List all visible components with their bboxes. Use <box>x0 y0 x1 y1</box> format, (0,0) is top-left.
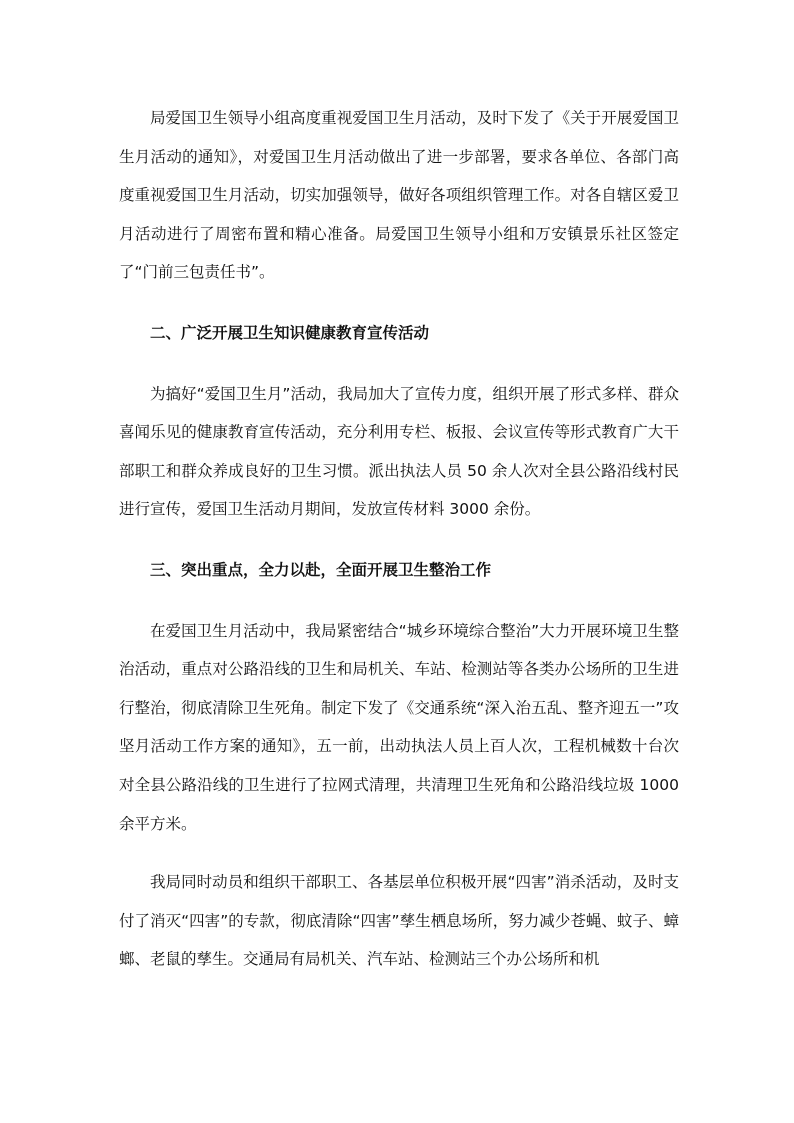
section-heading-2: 二、广泛开展卫生知识健康教育宣传活动 <box>150 323 430 342</box>
paragraph-spacer <box>119 529 679 551</box>
paragraph-pest-control: 我局同时动员和组织干部职工、各基层单位积极开展“四害”消杀活动，及时支付了消灭“四害”的专款，彻底清除“四害”孳生栖息场所，努力减少苍蝇、蚊子、蟑螂、老鼠的孳生。交通局有局机关、汽车站、检测站三个办公场所和机 <box>119 873 679 969</box>
paragraph-spacer <box>119 590 679 612</box>
paragraph-spacer <box>119 292 679 314</box>
paragraph-spacer <box>119 353 679 375</box>
document-body <box>119 99 679 979</box>
section-heading-3: 三、突出重点，全力以赴，全面开展卫生整治工作 <box>150 560 492 579</box>
paragraph-publicity: 为搞好“爱国卫生月”活动，我局加大了宣传力度，组织开展了形式多样、群众喜闻乐见的健康教育宣传活动，充分利用专栏、板报、会议宣传等形式教育广大干部职工和群众养成良好的卫生习惯。派出执法人员 50 余人次对全县公路沿线村民进行宣传，爱国卫生活动月期间，发放宣传材料 3000 余份。 <box>119 384 679 519</box>
paragraph-spacer <box>119 843 679 863</box>
paragraph-leadership: 局爱国卫生领导小组高度重视爱国卫生月活动，及时下发了《关于开展爱国卫生月活动的通知》，对爱国卫生月活动做出了进一步部署，要求各单位、各部门高度重视爱国卫生月活动，切实加强领导，做好各项组织管理工作。对各自辖区爱卫月活动进行了周密布置和精心准备。局爱国卫生领导小组和万安镇景乐社区签定了“门前三包责任书”。 <box>119 109 679 282</box>
paragraph-sanitation: 在爱国卫生月活动中，我局紧密结合“城乡环境综合整治”大力开展环境卫生整治活动，重点对公路沿线的卫生和局机关、车站、检测站等各类办公场所的卫生进行整治，彻底清除卫生死角。制定下发了《交通系统“深入治五乱、整齐迎五一”攻坚月活动工作方案的通知》，五一前，出动执法人员上百人次，工程机械数十台次对全县公路沿线的卫生进行了拉网式清理，共清理卫生死角和公路沿线垃圾 1000 余平方米。 <box>119 621 679 833</box>
